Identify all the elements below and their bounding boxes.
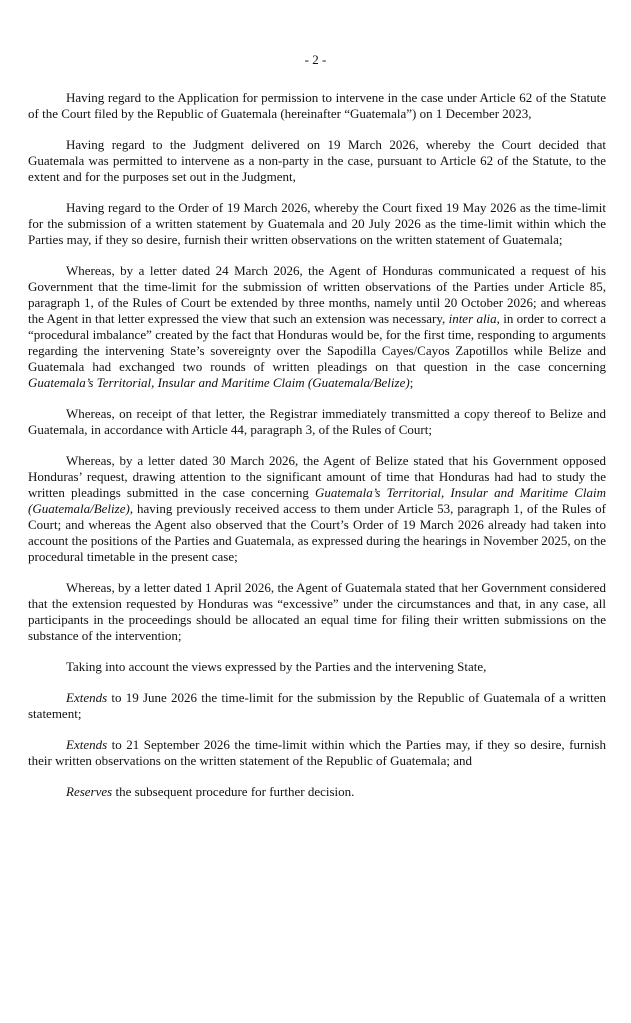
italic-text: Extends	[66, 690, 108, 705]
paragraph-p9	[28, 690, 606, 722]
italic-text: inter alia	[448, 311, 497, 326]
document-body	[28, 90, 606, 815]
text-run: to 21 September 2026 the time-limit within which the Parties may, if they so desire, furnish their written observations on the written statement of the Republic of Guatemala; and	[28, 737, 606, 768]
text-run: Whereas, by a letter dated 1 April 2026, the Agent of Guatemala stated that her Government considered that the extension requested by Honduras was “excessive” under the circumstances and that, in any case, all participants in the proceedings should be allocated an equal time for filing their written submissions on the substance of the intervention;	[28, 580, 606, 643]
paragraph-p10	[28, 737, 606, 769]
paragraph-p1	[28, 90, 606, 122]
text-run: Whereas, by a letter dated 30 March 2026, the Agent of Belize stated that his Government opposed Honduras’ request, drawing attention to the significant amount of time that Honduras had had to study the written pleadings submitted in the case concerning	[28, 453, 606, 500]
text-run: Whereas, on receipt of that letter, the Registrar immediately transmitted a copy thereof to Belize and Guatemala, in accordance with Article 44, paragraph 3, of the Rules of Court;	[28, 406, 606, 437]
text-run: Whereas, by a letter dated 24 March 2026, the Agent of Honduras communicated a request of his Government that the time-limit for the submission of written observations of the Parties under Article 85, paragraph 1, of the Rules of Court be extended by three months, namely until 20 October 2026; and whereas the Agent in that letter expressed the view that such an extension was necessary,	[28, 263, 606, 326]
paragraph-p7	[28, 580, 606, 644]
paragraph-p4	[28, 263, 606, 391]
paragraph-p3	[28, 200, 606, 248]
text-run: the subsequent procedure for further decision.	[112, 784, 355, 799]
italic-text: Guatemala’s Territorial, Insular and Maritime Claim (Guatemala/Belize)	[28, 375, 410, 390]
paragraph-p8	[28, 659, 606, 675]
text-run: Having regard to the Application for permission to intervene in the case under Article 62 of the Statute of the Court filed by the Republic of Guatemala (hereinafter “Guatemala”) on 1 December 2023,	[28, 90, 606, 121]
italic-text: Guatemala’s Territorial, Insular and Maritime Claim (Guatemala/Belize)	[28, 485, 606, 516]
text-run: , having previously received access to them under Article 53, paragraph 1, of the Rules of Court; and whereas the Agent also observed that the Court’s Order of 19 March 2026 already had taken into account the positions of the Parties and Guatemala, as expressed during the hearings in November 2025, on the procedural timetable in the present case;	[28, 501, 606, 564]
italic-text: Reserves	[66, 784, 113, 799]
text-run: ;	[409, 375, 414, 390]
italic-text: Extends	[66, 737, 108, 752]
paragraph-p5	[28, 406, 606, 438]
paragraph-p11	[28, 784, 606, 800]
text-run: Taking into account the views expressed by the Parties and the intervening State,	[66, 659, 487, 674]
text-run: Having regard to the Order of 19 March 2026, whereby the Court fixed 19 May 2026 as the time-limit for the submission of a written statement by Guatemala and 20 July 2026 as the time-limit within which the Parties may, if they so desire, furnish their written observations on the written statement of Guatemala;	[28, 200, 606, 247]
paragraph-p2	[28, 137, 606, 185]
text-run: to 19 June 2026 the time-limit for the submission by the Republic of Guatemala of a written statement;	[28, 690, 606, 721]
paragraph-p6	[28, 453, 606, 565]
text-run: , in order to correct a “procedural imbalance” created by the fact that Honduras would be, for the first time, responding to arguments regarding the intervening State’s sovereignty over the Sapodilla Cayes/Cayos Zapotillos while Belize and Guatemala had exchanged two rounds of written pleadings on that question in the case concerning	[28, 311, 606, 374]
text-run: Having regard to the Judgment delivered on 19 March 2026, whereby the Court decided that Guatemala was permitted to intervene as a non-party in the case, pursuant to Article 62 of the Statute, to the extent and for the purposes set out in the Judgment,	[28, 137, 606, 184]
page-number: - 2 -	[304, 52, 327, 67]
